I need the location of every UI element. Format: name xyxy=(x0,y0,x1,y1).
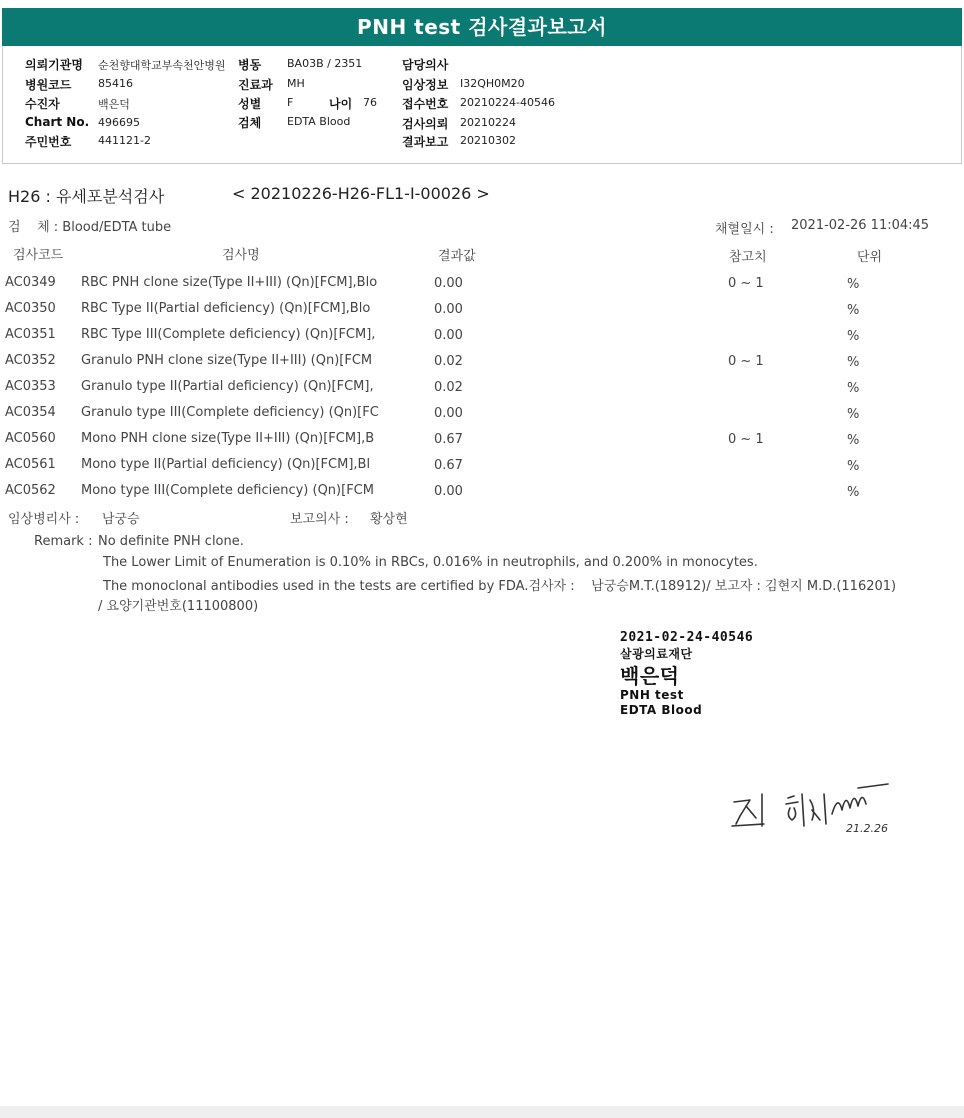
hospital-code-value: 85416 xyxy=(98,77,133,90)
age-value: 76 xyxy=(363,96,377,109)
cell-result: 0.00 xyxy=(434,484,463,499)
cell-result: 0.02 xyxy=(434,380,463,395)
col-header-unit: 단위 xyxy=(857,250,883,265)
cell-test-name: Granulo type II(Partial deficiency) (Qn)[FCM], xyxy=(81,379,374,394)
cell-code: AC0354 xyxy=(5,405,56,420)
clinical-info-label: 임상정보 xyxy=(402,78,449,92)
sex-value: F xyxy=(287,96,294,109)
cell-result: 0.00 xyxy=(434,406,463,421)
collection-label: 채혈일시 : xyxy=(715,222,774,237)
cell-result: 0.00 xyxy=(434,302,463,317)
physician-label: 담당의사 xyxy=(402,58,449,72)
report-title: PNH test 검사결과보고서 xyxy=(2,8,962,46)
test-heading: H26 : 유세포분석검사 xyxy=(8,187,165,206)
request-date-value: 20210224 xyxy=(460,116,516,129)
page-bottom-strip xyxy=(0,1106,964,1118)
cell-unit: % xyxy=(847,381,860,396)
cell-code: AC0353 xyxy=(5,379,56,394)
department-label: 진료과 xyxy=(238,78,273,92)
cell-code: AC0561 xyxy=(5,457,56,472)
cell-unit: % xyxy=(847,303,860,318)
cell-result: 0.00 xyxy=(434,328,463,343)
cell-reference: 0 ~ 1 xyxy=(728,354,764,369)
patient-info-box xyxy=(2,46,962,164)
patient-value: 백은덕 xyxy=(98,98,130,111)
cell-reference: 0 ~ 1 xyxy=(728,276,764,291)
receipt-no-label: 접수번호 xyxy=(402,97,449,111)
cell-test-name: Granulo PNH clone size(Type II+III) (Qn)[FCM xyxy=(81,353,373,368)
specimen-value: EDTA Blood xyxy=(287,115,351,128)
col-header-reference: 참고치 xyxy=(729,250,767,265)
ward-label: 병동 xyxy=(238,58,262,72)
cell-unit: % xyxy=(847,433,860,448)
chart-no-value: 496695 xyxy=(98,116,140,129)
cell-result: 0.00 xyxy=(434,276,463,291)
cell-reference: 0 ~ 1 xyxy=(728,432,764,447)
col-header-name: 검사명 xyxy=(222,248,260,263)
age-label: 나이 xyxy=(329,97,353,111)
report-date-label: 결과보고 xyxy=(402,135,449,149)
cell-unit: % xyxy=(847,407,860,422)
col-header-result: 결과값 xyxy=(438,249,476,264)
handwritten-signature xyxy=(728,780,908,840)
collection-datetime: 2021-02-26 11:04:45 xyxy=(791,218,930,233)
hospital-code-label: 병원코드 xyxy=(25,78,72,92)
resident-no-label: 주민번호 xyxy=(25,135,72,149)
institution-label: 의뢰기관명 xyxy=(25,58,83,72)
specimen-line: 검 체 : Blood/EDTA tube xyxy=(8,220,172,235)
signature-date: 21.2.26 xyxy=(846,822,888,835)
cell-result: 0.67 xyxy=(434,458,463,473)
cell-code: AC0560 xyxy=(5,431,56,446)
cell-code: AC0562 xyxy=(5,483,56,498)
cell-unit: % xyxy=(847,355,860,370)
institution-value: 순천향대학교부속천안병원 xyxy=(98,59,226,72)
remark-line-2: The Lower Limit of Enumeration is 0.10% in RBCs, 0.016% in neutrophils, and 0.200% in monocytes. xyxy=(103,555,758,570)
cell-test-name: Mono type III(Complete deficiency) (Qn)[FCM xyxy=(81,483,374,498)
cell-unit: % xyxy=(847,277,860,292)
stamp-test: PNH test xyxy=(620,688,684,702)
cell-test-name: Granulo type III(Complete deficiency) (Qn)[FC xyxy=(81,405,379,420)
ward-value: BA03B / 2351 xyxy=(287,57,363,70)
cell-unit: % xyxy=(847,485,860,500)
cell-test-name: RBC PNH clone size(Type II+III) (Qn)[FCM],Blo xyxy=(81,275,378,290)
cell-test-name: Mono PNH clone size(Type II+III) (Qn)[FCM],B xyxy=(81,431,375,446)
resident-no-value: 441121-2 xyxy=(98,134,151,147)
technologist-name: 남궁승 xyxy=(102,512,140,527)
cell-code: AC0349 xyxy=(5,275,56,290)
stamp-patient: 백은덕 xyxy=(620,664,680,688)
stamp-specimen: EDTA Blood xyxy=(620,703,703,717)
cell-unit: % xyxy=(847,329,860,344)
cell-test-name: Mono type II(Partial deficiency) (Qn)[FCM],Bl xyxy=(81,457,371,472)
test-id: < 20210226-H26-FL1-I-00026 > xyxy=(232,184,490,203)
stamp-receipt-no: 2021-02-24-40546 xyxy=(620,630,754,645)
cell-result: 0.67 xyxy=(434,432,463,447)
cell-unit: % xyxy=(847,459,860,474)
technologist-label: 임상병리사 : xyxy=(8,512,80,527)
clinical-info-value: I32QH0M20 xyxy=(460,77,525,90)
cell-code: AC0350 xyxy=(5,301,56,316)
receipt-no-value: 20210224-40546 xyxy=(460,96,555,109)
specimen-label: 검체 xyxy=(238,116,262,130)
reporting-doctor-name: 황상현 xyxy=(370,512,408,527)
patient-label: 수진자 xyxy=(25,97,60,111)
remark-line-1: No definite PNH clone. xyxy=(98,534,244,549)
chart-no-label: Chart No. xyxy=(25,115,90,129)
report-date-value: 20210302 xyxy=(460,134,516,147)
remark-label: Remark : xyxy=(34,534,93,549)
cell-test-name: RBC Type III(Complete deficiency) (Qn)[FCM], xyxy=(81,327,376,342)
cell-code: AC0352 xyxy=(5,353,56,368)
reporting-doctor-label: 보고의사 : xyxy=(290,512,349,527)
sex-label: 성별 xyxy=(238,97,262,111)
department-value: MH xyxy=(287,77,305,90)
cell-result: 0.02 xyxy=(434,354,463,369)
cell-code: AC0351 xyxy=(5,327,56,342)
remark-line-4: / 요양기관번호(11100800) xyxy=(98,599,259,614)
cell-test-name: RBC Type II(Partial deficiency) (Qn)[FCM],Blo xyxy=(81,301,371,316)
request-date-label: 검사의뢰 xyxy=(402,117,449,131)
remark-line-3: The monoclonal antibodies used in the tests are certified by FDA.검사자 : 남궁승M.T.(18912)/ 보고자 : 김현지 M.D.(116201) xyxy=(103,579,897,594)
col-header-code: 검사코드 xyxy=(13,248,64,263)
stamp-foundation: 살광의료재단 xyxy=(620,647,693,661)
